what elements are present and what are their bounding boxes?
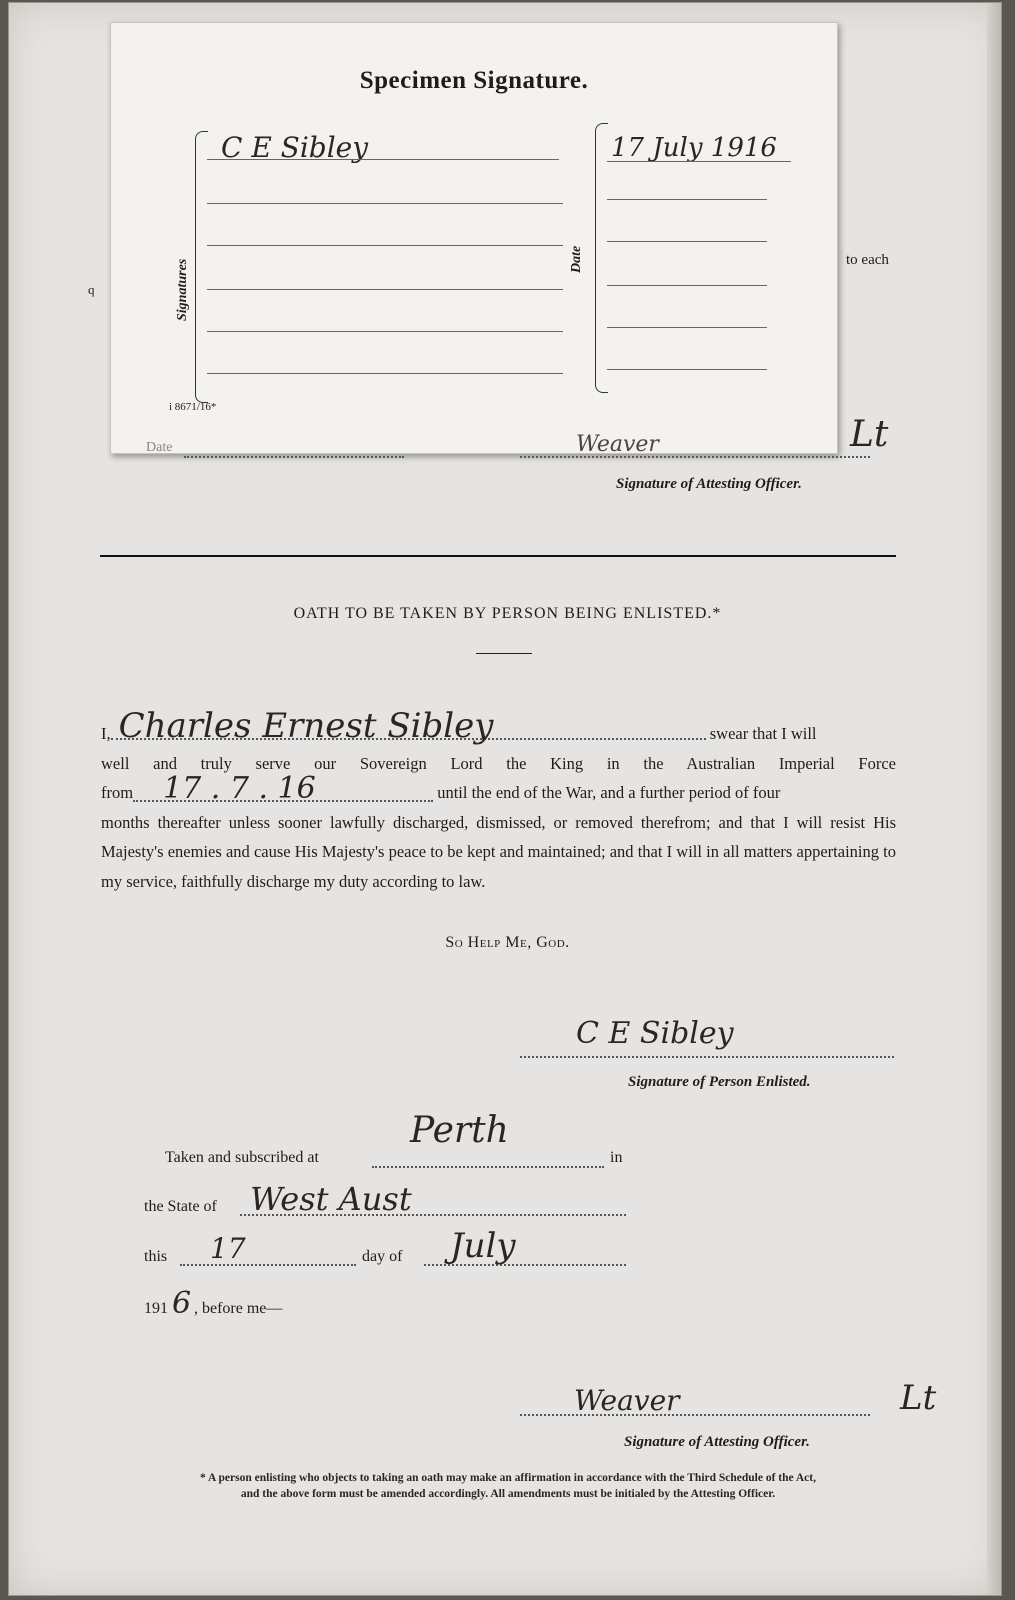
attesting-rank-bottom: Lt	[900, 1378, 937, 1418]
date-dots-top	[184, 456, 404, 458]
enlistee-name: Charles Ernest Sibley	[111, 714, 706, 740]
place-dots	[372, 1166, 604, 1168]
person-caption: Signature of Person Enlisted.	[628, 1074, 811, 1090]
slip-date-entry: 17 July 1916	[611, 133, 777, 163]
signature-line-1	[207, 159, 559, 160]
form-code: i 8671/16*	[169, 401, 217, 413]
oath-i: I,	[101, 724, 111, 743]
signature-line-4	[207, 289, 563, 290]
slip-title: Specimen Signature.	[359, 67, 589, 94]
day-of-label: day of	[362, 1248, 403, 1265]
from-date: 17 . 7 . 16	[133, 778, 433, 802]
signature-line-2	[207, 203, 563, 204]
person-signature-dots	[520, 1056, 894, 1058]
taken-subscribed-label: Taken and subscribed at	[165, 1149, 319, 1166]
before-me: , before me—	[194, 1300, 283, 1317]
year-prefix: 191	[144, 1300, 168, 1317]
signature-line-6	[207, 373, 563, 374]
from-label: from	[101, 783, 134, 802]
date-line-1	[607, 161, 791, 162]
date-line-3	[607, 241, 767, 242]
in-label: in	[610, 1149, 623, 1166]
signature-line-3	[207, 245, 563, 246]
so-help-me-god: So Help Me, God.	[445, 934, 570, 951]
date-prefix-fragment: Date	[146, 440, 173, 455]
until-text: until the end of the War, and a further period of four	[437, 783, 781, 802]
title-underline	[476, 653, 532, 654]
slip-signature-entry: C E Sibley	[221, 131, 369, 164]
year-digit: 6	[172, 1286, 192, 1321]
person-signature: C E Sibley	[576, 1016, 734, 1051]
state-label: the State of	[144, 1198, 217, 1215]
oath-title: OATH TO BE TAKEN BY PERSON BEING ENLISTED.*	[293, 605, 722, 622]
specimen-signature-slip	[110, 22, 838, 454]
attesting-signature-top: Weaver	[576, 432, 659, 457]
date-line-5	[607, 327, 767, 328]
attesting-caption-top: Signature of Attesting Officer.	[616, 476, 802, 492]
footnote-line-1: * A person enlisting who objects to taking an oath may make an affirmation in accordance with the Third Schedule of the Act,	[199, 1472, 816, 1484]
signatures-bracket	[195, 131, 208, 403]
attesting-dots-bottom	[520, 1414, 870, 1416]
section-divider	[100, 555, 896, 557]
date-line-2	[607, 199, 767, 200]
signature-line-5	[207, 331, 563, 332]
attesting-caption-bottom: Signature of Attesting Officer.	[624, 1434, 810, 1450]
to-each-fragment: to each	[846, 252, 889, 268]
page-edge	[987, 3, 1001, 1595]
attesting-signature-bottom: Weaver	[574, 1384, 680, 1417]
day-entry: 17	[210, 1232, 246, 1265]
footnote	[108, 1470, 908, 1502]
qu-fragment: q	[88, 282, 95, 297]
oath-line-2: well and truly serve our Sovereign Lord the King in the Australian Imperial Force	[101, 753, 896, 773]
date-bracket	[595, 123, 608, 393]
oath-remainder: months thereafter unless sooner lawfully discharged, dismissed, or removed therefrom; and that I will resist His Majesty's enemies and cause His Majesty's peace to be kept and maintained; and that I will in all matters appertaining to my service, faithfully discharge my duty according to law.	[101, 812, 896, 891]
oath-body	[101, 706, 896, 896]
this-label: this	[144, 1248, 168, 1265]
place-entry: Perth	[410, 1110, 509, 1151]
oath-swear: swear that I will	[709, 724, 817, 743]
month-entry: July	[450, 1226, 516, 1266]
day-dots	[180, 1264, 356, 1266]
footnote-line-2: and the above form must be amended accordingly. All amendments must be initialed by the Attesting Officer.	[240, 1488, 776, 1500]
state-entry: West Aust	[250, 1180, 412, 1218]
attesting-rank-top: Lt	[850, 414, 889, 455]
date-line-4	[607, 285, 767, 286]
date-label: Date	[569, 245, 584, 273]
signatures-label: Signatures	[175, 258, 190, 321]
attesting-dots-top	[520, 456, 870, 458]
date-line-6	[607, 369, 767, 370]
